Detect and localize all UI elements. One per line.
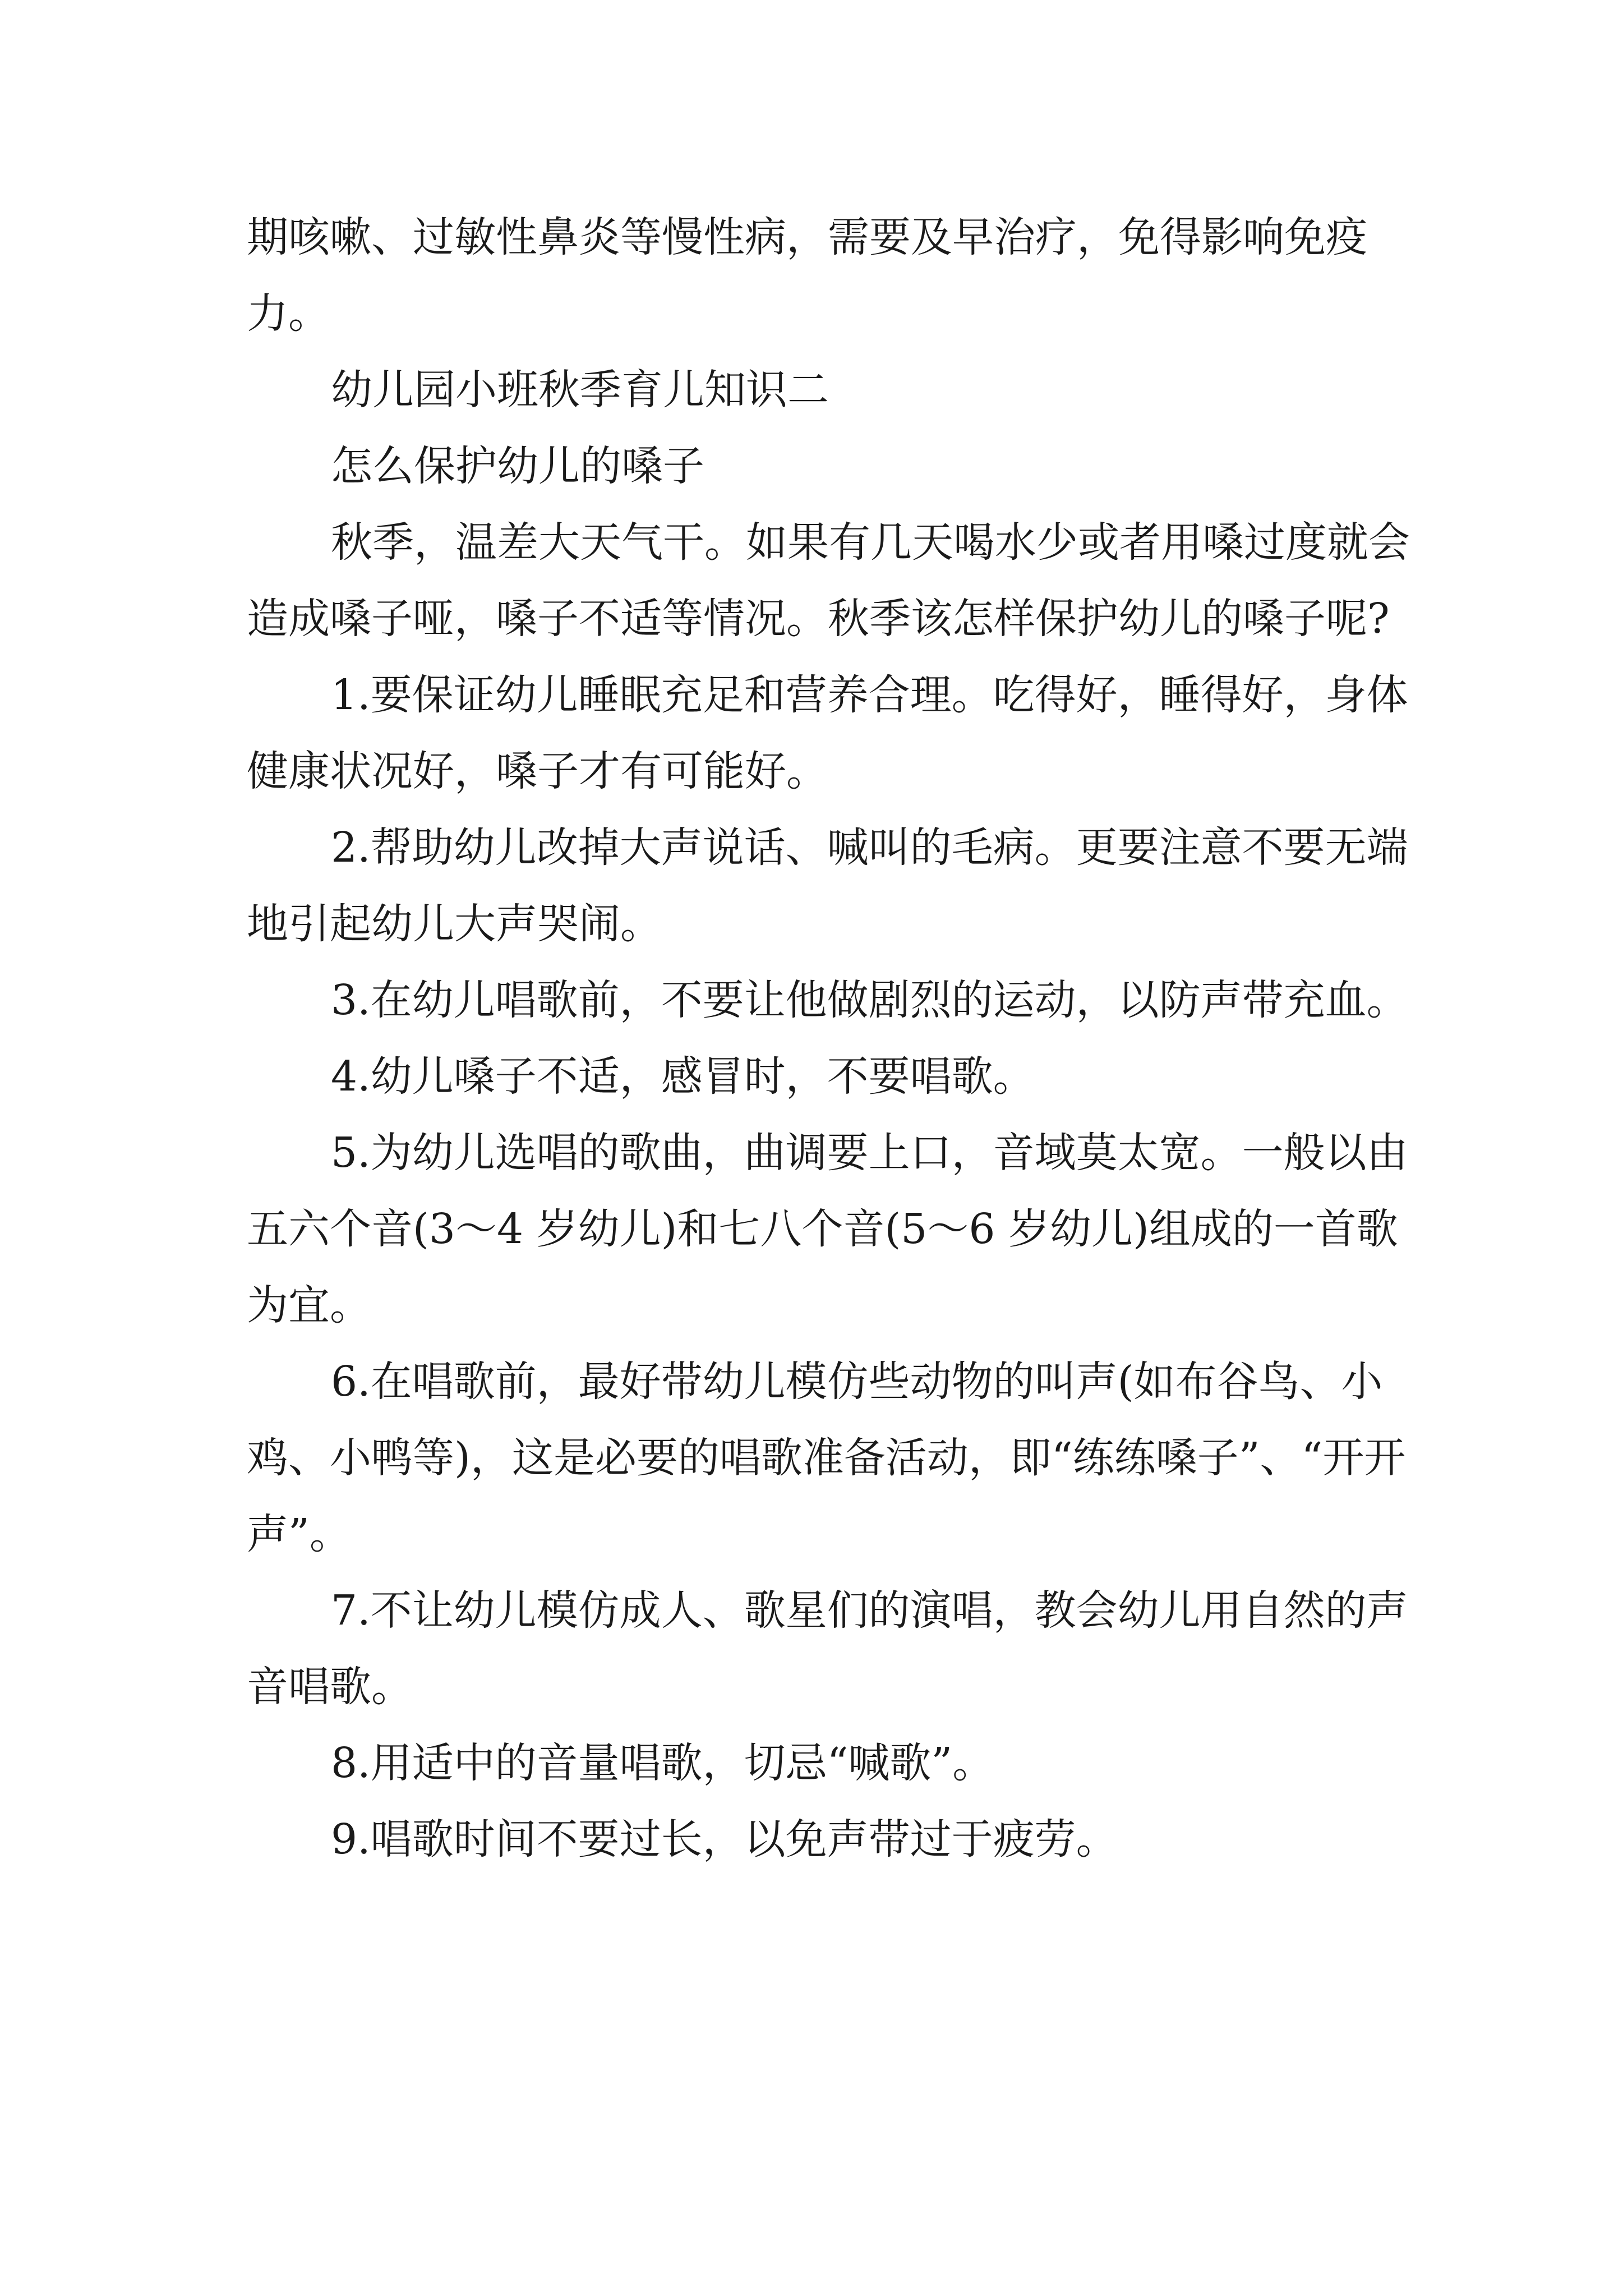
- list-item-1: 1.要保证幼儿睡眠充足和营养合理。吃得好，睡得好，身体健康状况好，嗓子才有可能好。: [247, 671, 1408, 795]
- subsection-heading: 怎么保护幼儿的嗓子: [331, 442, 704, 490]
- paragraph-continuation: 期咳嗽、过敏性鼻炎等慢性病，需要及早治疗，免得影响免疫力。: [247, 213, 1367, 338]
- section-heading: 幼儿园小班秋季育儿知识二: [331, 366, 829, 414]
- list-item-7: 7.不让幼儿模仿成人、歌星们的演唱，教会幼儿用自然的声音唱歌。: [247, 1586, 1408, 1711]
- list-item-4: 4.幼儿嗓子不适，感冒时，不要唱歌。: [331, 1052, 1035, 1101]
- list-item-8: 8.用适中的音量唱歌，切忌“喊歌”。: [331, 1739, 994, 1787]
- list-item-2: 2.帮助幼儿改掉大声说话、喊叫的毛病。更要注意不要无端地引起幼儿大声哭闹。: [247, 823, 1408, 948]
- intro-paragraph: 秋季，温差大天气干。如果有几天喝水少或者用嗓过度就会造成嗓子哑，嗓子不适等情况。秋季该怎样保护幼儿的嗓子呢?: [247, 518, 1410, 643]
- list-item-3: 3.在幼儿唱歌前，不要让他做剧烈的运动，以防声带充血。: [331, 976, 1408, 1024]
- document-body: [247, 199, 1419, 1878]
- list-item-9: 9.唱歌时间不要过长，以免声带过于疲劳。: [331, 1815, 1118, 1864]
- list-item-5: 5.为幼儿选唱的歌曲，曲调要上口，音域莫太宽。一般以由五六个音(3～4 岁幼儿)和七八个音(5～6 岁幼儿)组成的一首歌为宜。: [247, 1129, 1408, 1329]
- list-item-6: 6.在唱歌前，最好带幼儿模仿些动物的叫声(如布谷鸟、小鸡、小鸭等)，这是必要的唱歌准备活动，即“练练嗓子”、“开开声”。: [247, 1358, 1406, 1558]
